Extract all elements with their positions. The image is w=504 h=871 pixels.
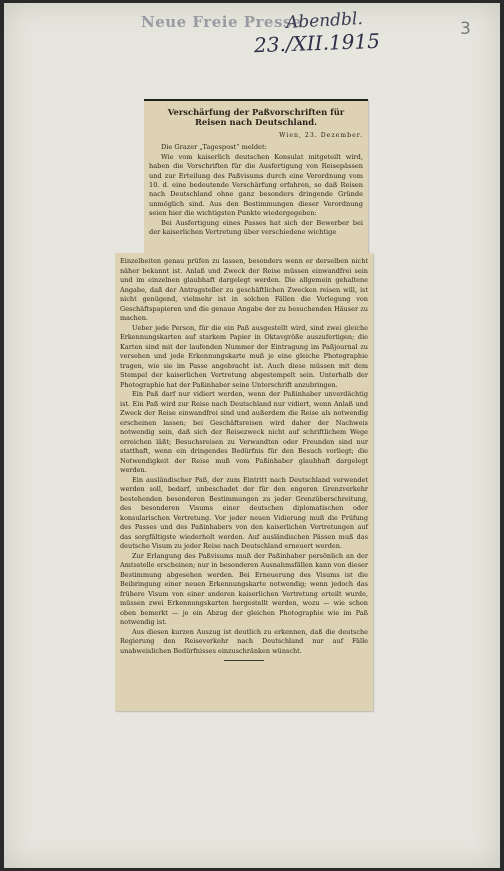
clipping-part-one [144,99,368,253]
paragraph: Bei Ausfertigung eines Passes hat sich der Bewerber bei der kaiserlichen Vertretung über verschiedene wichtige [149,218,363,237]
article-headline: Verschärfung der Paßvorschriften für Reisen nach Deutschland. [167,107,345,127]
handwritten-date: 23./XII.1915 [253,28,381,58]
paragraph: Einzelheiten genau prüfen zu lassen, besonders wenn er derselben nicht näher bekannt ist. Anlaß und Zweck der Reise müssen einwandfrei sein und im einzelnen glaubhaft dargelegt werden. Die allgemein gehaltene Angabe, daß der Antragsteller zu geschäftlichen Zwecken reisen will, ist nicht genügend, vielmehr ist in solchen Fällen die Vorlegung von Geschäftspapieren und die genaue Angabe der zu besuchenden Häuser zu machen. [120,257,368,322]
handwritten-edition: Abendbl. [285,9,364,33]
paragraph: Aus diesen kurzen Auszug ist deutlich zu erkennen, daß die deutsche Regierung den Reiseverkehr nach Deutschland nur auf Fälle unabweislichen Bedürfnisses einzuschränken wünscht. [120,627,368,655]
paragraph: Die Grazer „Tagespost“ meldet: [161,143,267,152]
archive-sheet [4,3,500,868]
paragraph: Ueber jede Person, für die ein Paß ausgestellt wird, sind zwei gleiche Erkennungskarten auf starkem Papier in Oktavgröße auszufertigen; die Karten sind mit der laufenden Nummer der Eintragung im Paßjournal zu versehen und jede Erkennungskarte muß je eine gleiche Photographie tragen, wie sie im Passe angebracht ist. Auch diese müssen mit dem Stempel der kaiserlichen Vertretung abgestempelt sein. Unterhalb der Photographie hat der Paßinhaber seine Unterschrift anzubringen. [120,323,368,389]
clipping-part-two [115,253,373,711]
paragraph: Wie vom kaiserlich deutschen Konsulat mitgeteilt wird, haben die Vorschriften für die Ausfertigung von Reisepässen und zur Erteilung des Paßvisums durch eine Verordnung vom 10. d. eine bedeutende Verschärfung erfahren, so daß Reisen nach Deutschland ohne ganz besonders dringende Gründe unmöglich sind. Aus den Bestimmungen dieser Verordnung seien hier die wichtigsten Punkte wiedergegeben: [149,152,363,218]
end-rule [224,660,264,661]
paragraph: Zur Erlangung des Paßvisums muß der Paßinhaber persönlich an der Amtsstelle erscheinen; nur in besonderen Ausnahmsfällen kann von dieser Bestimmung abgesehen werden. Bei Erneuerung des Visums ist die Beibringung einer neuen Erkennungskarte notwendig; wenn jedoch das frühere Visum von einer anderen kaiserlichen Vertretung erteilt wurde, müssen zwei Erkennungskarten hergestellt werden, wozu — wie schon oben bemerkt — je ein Abzug der gleichen Photographie wie im Paß notwendig ist. [120,551,368,626]
paragraph: Ein ausländischer Paß, der zum Eintritt nach Deutschland verwendet werden soll, bedarf, unbeschadet der für den engeren Grenzverkehr bestehenden besonderen Bestimmungen zu jeder Grenzüberschreitung, des besonderen Visums einer deutschen diplomatischen oder konsularischen Vertretung. Vor jeder neuen Vidierung muß die Prüfung des Passes und des Paßinhabers von den kaiserlichen Vertretungen auf das sorgfältigste wiederholt werden. Auf ausländischen Pässen muß das deutsche Visum zu jeder Reise nach Deutschland erneuert werden. [120,475,368,550]
paragraph: Ein Paß darf nur vidiert werden, wenn der Paßinhaber unverdächtig ist. Ein Paß wird zur Reise nach Deutschland nur vidiert, wenn Anlaß und Zweck der Reise einwandfrei sind und außerdem die Reise als notwendig erscheinen lassen; bei Geschäftsreisen wird daher der Nachweis notwendig sein, daß sich der Reisezweck nicht auf schriftlichem Wege erreichen läßt; Besuchsreisen zu Verwandten oder Freunden sind nur statthaft, wenn ein dringendes Bedürfnis für den Besuch vorliegt; die Notwendigkeit der Reise muß vom Paßinhaber glaubhaft dargelegt werden. [120,390,368,474]
newspaper-stamp: Neue Freie Presse [141,13,302,31]
page-number: 3 [460,19,471,39]
article-dateline: Wien, 23. Dezember. [279,132,363,139]
